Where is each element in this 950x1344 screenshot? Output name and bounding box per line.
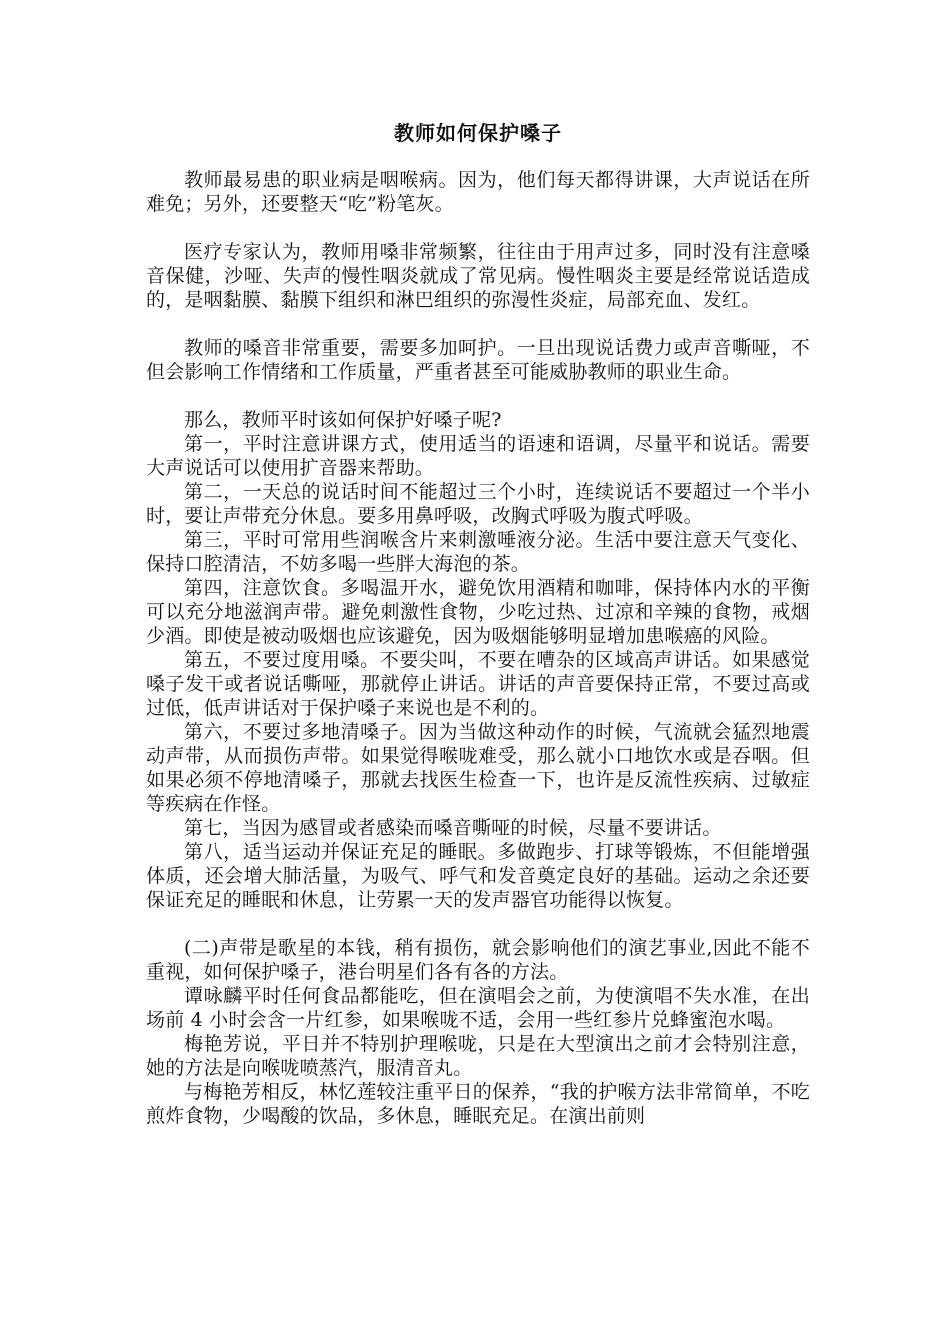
paragraph-tip-5: 第五，不要过度用嗓。不要尖叫，不要在嘈杂的区域高声讲话。如果感觉嗓子发干或者说话嘶哑，那就停止讲话。讲话的声音要保持正常，不要过高或过低，低声讲话对于保护嗓子来说也是不利的。 xyxy=(146,649,810,719)
paragraph-gap xyxy=(146,912,810,936)
paragraph-gap xyxy=(146,384,810,408)
paragraph-alan-tam: 谭咏麟平时任何食品都能吃，但在演唱会之前，为使演唱不失水准，在出场前 4 小时会含一片红参，如果喉咙不适，会用一些红参片兑蜂蜜泡水喝。 xyxy=(146,985,810,1031)
paragraph-anita-mui: 梅艳芳说，平日并不特别护理喉咙，只是在大型演出之前才会特别注意，她的方法是向喉咙喷蒸汽，服清音丸。 xyxy=(146,1033,810,1079)
document-title: 教师如何保护嗓子 xyxy=(394,121,562,145)
paragraph-voice-importance: 教师的嗓音非常重要，需要多加呵护。一旦出现说话费力或声音嘶哑，不但会影响工作情绪和工作质量，严重者甚至可能威胁教师的职业生命。 xyxy=(146,337,810,383)
paragraph-gap xyxy=(146,216,810,240)
paragraph-tip-8: 第八，适当运动并保证充足的睡眠。多做跑步、打球等锻炼，不但能增强体质，还会增大肺活量，为吸气、呼气和发音奠定良好的基础。运动之余还要保证充足的睡眠和休息，让劳累一天的发声器官功能得以恢复。 xyxy=(146,841,810,911)
paragraph-tip-2: 第二，一天总的说话时间不能超过三个小时，连续说话不要超过一个半小时，要让声带充分休息。要多用鼻呼吸，改胸式呼吸为腹式呼吸。 xyxy=(146,481,810,527)
paragraph-tip-3: 第三，平时可常用些润喉含片来刺激唾液分泌。生活中要注意天气变化、保持口腔清洁，不妨多喝一些胖大海泡的茶。 xyxy=(146,529,810,575)
paragraph-question: 那么，教师平时该如何保护好嗓子呢? xyxy=(184,409,502,431)
paragraph-tip-1: 第一，平时注意讲课方式，使用适当的语速和语调，尽量平和说话。需要大声说话可以使用扩音器来帮助。 xyxy=(146,433,810,479)
paragraph-gap xyxy=(146,312,810,336)
paragraph-expert-opinion: 医疗专家认为，教师用嗓非常频繁，往往由于用声过多，同时没有注意嗓音保健，沙哑、失声的慢性咽炎就成了常见病。慢性咽炎主要是经常说话造成的，是咽黏膜、黏膜下组织和淋巴组织的弥漫性炎症，局部充血、发红。 xyxy=(146,241,810,311)
paragraph-tip-4: 第四，注意饮食。多喝温开水，避免饮用酒精和咖啡，保持体内水的平衡可以充分地滋润声带。避免刺激性食物，少吃过热、过凉和辛辣的食物，戒烟少酒。即使是被动吸烟也应该避免，因为吸烟能够明显增加患喉癌的风险。 xyxy=(146,577,810,647)
paragraph-tip-6: 第六，不要过多地清嗓子。因为当做这种动作的时候，气流就会猛烈地震动声带，从而损伤声带。如果觉得喉咙难受，那么就小口地饮水或是吞咽。但如果必须不停地清嗓子，那就去找医生检查一下，也许是反流性疾病、过敏症等疾病在作怪。 xyxy=(146,721,810,815)
paragraph-intro: 教师最易患的职业病是咽喉病。因为，他们每天都得讲课，大声说话在所难免；另外，还要整天“吃”粉笔灰。 xyxy=(146,169,810,215)
paragraph-tip-7: 第七，当因为感冒或者感染而嗓音嘶哑的时候，尽量不要讲话。 xyxy=(184,817,722,839)
document-page xyxy=(146,118,810,1128)
paragraph-singers-intro: (二)声带是歌星的本钱，稍有损伤，就会影响他们的演艺事业,因此不能不重视，如何保护嗓子，港台明星们各有各的方法。 xyxy=(146,937,810,983)
paragraph-sandy-lam: 与梅艳芳相反，林忆莲较注重平日的保养，“我的护喉方法非常简单，不吃煎炸食物，少喝酸的饮品，多休息，睡眠充足。在演出前则 xyxy=(146,1081,810,1127)
